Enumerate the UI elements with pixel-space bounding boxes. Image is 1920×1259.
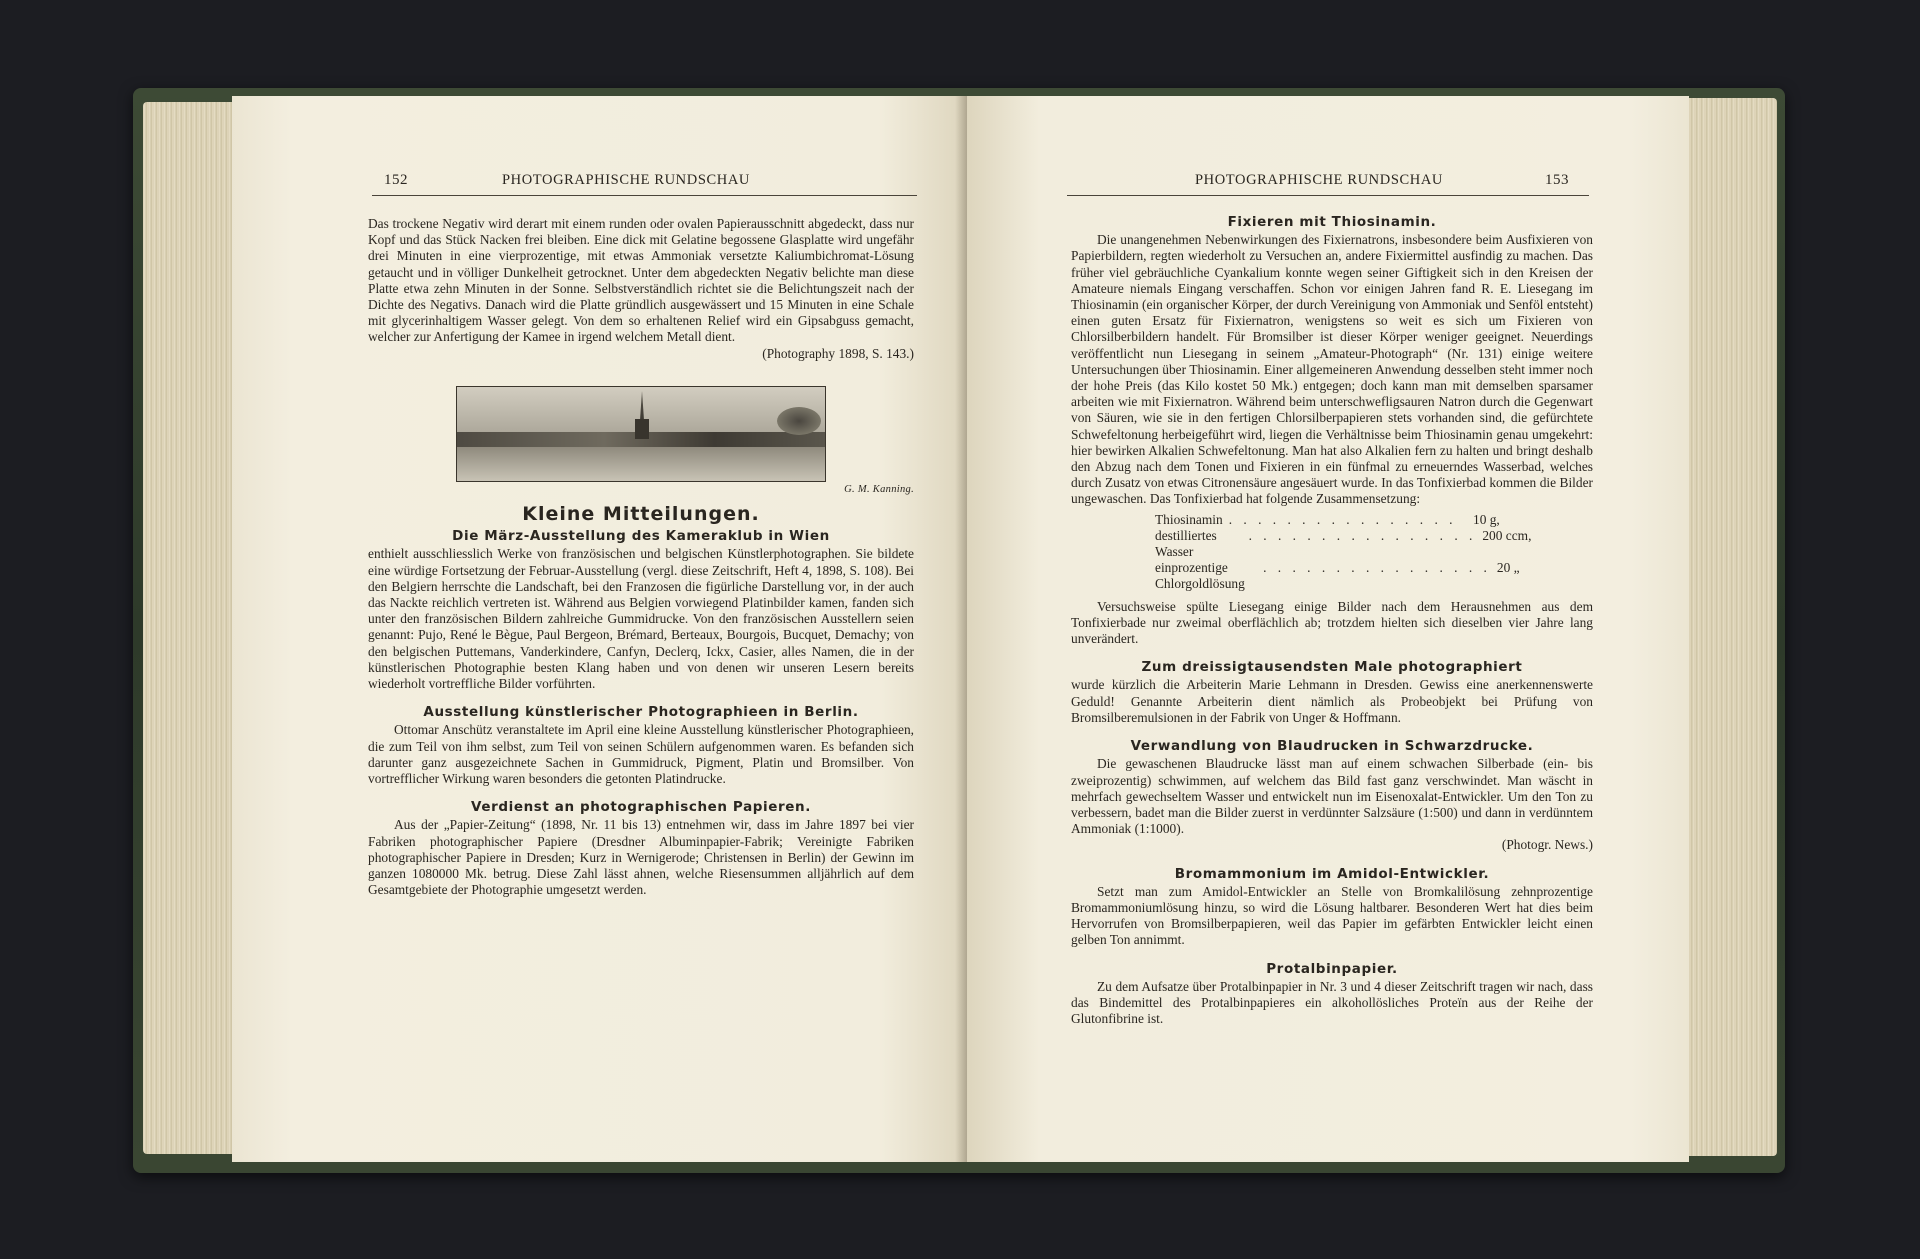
right-page [967,96,1689,1162]
intro-citation: (Photography 1898, S. 143.) [762,345,914,361]
recipe-row: destilliertes Wasser . . . . . . . . . . . . . . . . 200 ccm, [1155,527,1532,560]
right-column [1071,214,1593,1027]
section-body: Die gewaschenen Blaudrucke lässt man auf einem schwachen Silberbade (ein- bis zweiprozentig) schwimmen, auf welchem das Bild fast ganz verschwindet. Man wäscht in mehrfach gewechseltem Wasser und entwickelt nun im Eisenoxalat-Entwickler. Um den Ton zu verbessern, badet man die Bilder zuerst in verdünnter Salzsäure (1:500) und dann in verdünntem Ammoniak (1:1000). [1071,756,1593,837]
left-page-header [232,172,967,194]
recipe-row: einprozentige Chlorgoldlösung . . . . . . . . . . . . . . . . 20 „ [1155,560,1520,592]
section-heading: Ausstellung künstlerischer Photographieen in Berlin. [423,704,859,721]
photo-caption: G. M. Kanning. [844,483,914,495]
right-page-header [967,172,1689,194]
section-body: Zu dem Aufsatze über Protalbinpapier in Nr. 3 und 4 dieser Zeitschrift tragen wir nach, dass das Bindemittel des Protalbinpapieres ein alkohollösliches Proteïn aus der Reihe der Glutonfibrine ist. [1071,978,1593,1027]
section-heading: Zum dreissigtausendsten Male photographiert [1141,659,1523,676]
section-citation: (Photogr. News.) [1501,837,1593,853]
section-body: Setzt man zum Amidol-Entwickler an Stelle von Bromkalilösung zehnprozentige Bromammoniumlösung hinzu, so wird die Lösung haltbarer. Besonderen Wert hat dies beim Hervorrufen von Bromsilberpapieren, weil das Papier im gefärbten Entwickler leicht einen gelben Ton annimmt. [1071,883,1593,948]
section-heading: Verdienst an photographischen Papieren. [471,799,811,816]
left-page [232,96,967,1162]
section-heading: Verwandlung von Blaudrucken in Schwarzdrucke. [1130,738,1534,755]
running-head-right: PHOTOGRAPHISCHE RUNDSCHAU [1195,172,1443,188]
section-heading: Bromammonium im Amidol-Entwickler. [1174,865,1490,882]
section-body: wurde kürzlich die Arbeiterin Marie Lehmann in Dresden. Gewiss eine anerkennenswerte Geduld! Genannte Arbeiterin dient nämlich als Probeobjekt bei Prüfung von Bromsilberemulsionen in der Fabrik von Unger & Hoffmann. [1071,677,1593,725]
main-heading: Kleine Mitteilungen. [522,503,760,526]
section-body: Ottomar Anschütz veranstaltete im April eine kleine Ausstellung künstlerischer Photographieen, die zum Teil von ihm selbst, zum Teil von seinen Schülern aufgenommen waren. Es befanden sich darunter ganz ausgezeichnete Sachen in Gummidruck, Pigment, Platin und Bromsilber. Von vortrefflicher Wirkung waren besonders die getonten Platindrucke. [368,722,914,787]
intro-paragraph: Das trockene Negativ wird derart mit einem runden oder ovalen Papierausschnitt abgedeckt, dass nur Kopf und das Stück Nacken frei bleiben. Eine dick mit Gelatine begossene Glasplatte wird ungefähr drei Minuten in eine vierprozentige, mit etwas Ammoniak versetzte Kaliumbichromat-Lösung getaucht und in völliger Dunkelheit getrocknet. Unter dem abgedeckten Negativ belichte man diese Platte etwa zehn Minuten in der Sonne. Selbstverständlich richtet sie die Belichtungszeit nach der Dichte des Negativs. Danach wird die Platte gründlich ausgewässert und 15 Minuten in eine Schale mit glycerinhaltigem Wasser gelegt. Von dem so erhaltenen Relief wird ein Gipsabguss gemacht, welcher zur Anfertigung der Kamee in irgend welchem Metall dient. [368,216,914,345]
left-column [368,216,914,899]
page-edges-left [143,102,235,1154]
section-heading: Die März-Ausstellung des Kameraklub in Wien [452,528,830,545]
section-body: Aus der „Papier-Zeitung“ (1898, Nr. 11 bis 13) entnehmen wir, dass im Jahre 1897 bei vier Fabriken photographischer Papiere (Dresdner Albuminpapier-Fabrik; Vereinigte Fabriken photographischer Papiere in Dresden; Kurz in Wernigerode; Christensen in Berlin) der Gewinn im ganzen 1080000 Mk. betrug. Diese Zahl lässt ahnen, welche Riesensummen alljährlich auf dem Gesamtgebiete der Photographie umgesetzt werden. [368,817,914,898]
running-head-left: PHOTOGRAPHISCHE RUNDSCHAU [502,172,750,188]
section-body: Die unangenehmen Nebenwirkungen des Fixiernatrons, insbesondere beim Ausfixieren von Papierbildern, regten wiederholt zu Versuchen an, andere Fixiermittel ausfindig zu machen. Das früher viel gebräuchliche Cyankalium konnte wegen seiner Giftigkeit sich in den Kreisen der Amateure niemals Eingang verschaffen. Schon vor einigen Jahren fand R. E. Liesegang im Thiosinamin (ein organischer Körper, der durch Vereinigung von Ammoniak und Senföl entsteht) einen guten Ersatz für Fixiernatron, wenigstens so weit es sich um Fixieren von Chlorsilberbildern handelt. Für Bromsilber ist dieser Körper weniger geeignet. Neuerdings veröffentlicht nun Liesegang in seinem „Amateur-Photograph“ (Nr. 131) einige weitere Untersuchungen über Thiosinamin. Einer allgemeineren Anwendung desselben steht immer noch der hohe Preis (das Kilo kostet 50 Mk.) entgegen; doch kann man mit demselben sparsamer arbeiten wie mit Fixiernatron. Während beim unterschwefligsauren Natron durch die Gegenwart von Säuren, wie sie in den fertigen Chlorsilberpapieren stets vorhanden sind, die gefürchtete Schwefeltonung herbeigeführt wird, liegen die Verhältnisse beim Thiosinamin genau umgekehrt: hier bewirken Alkalien Schwefeltonung. Man hat also Alkalien fern zu halten und bringt deshalb den Abzug nach dem Tonen und Fixieren in ein fünfmal zu erneuerndes Wasserbad, welches durch Zusatz von etwas Citronensäure angesäuert wurde. In das Tonfixierbad kommen die Bilder ungewaschen. Das Tonfixierbad hat folgende Zusammensetzung: [1071,232,1593,507]
harbor-photograph [456,386,826,482]
section-heading: Fixieren mit Thiosinamin. [1227,214,1437,230]
page-number-left: 152 [384,172,408,188]
page-edges-right [1685,98,1777,1156]
section-heading: Protalbinpapier. [1266,960,1398,977]
recipe-row: Thiosinamin . . . . . . . . . . . . . . . . 10 g, [1155,511,1500,527]
recipe-table [1155,512,1535,593]
page-number-right: 153 [1545,172,1569,188]
section-body: Versuchsweise spülte Liesegang einige Bilder nach dem Herausnehmen aus dem Tonfixierbade nur zweimal oberflächlich ab; trotzdem hielten sich dieselben vier Jahre lang unverändert. [1071,598,1593,647]
section-body: enthielt ausschliesslich Werke von französischen und belgischen Künstlerphotographen. Sie bildete eine würdige Fortsetzung der Februar-Ausstellung (vergl. diese Zeitschrift, Heft 4, 1898, S. 108). Bei den Belgiern herrschte die Landschaft, bei den Franzosen die figürliche Darstellung vor, in der auch das Nackte reichlich vertreten ist. Während aus Belgien vorwiegend Platinbilder kamen, fanden sich unter den französischen Bildern zahlreiche Gummidrucke. Von den französischen Ausstellern seien genannt: Pujo, René le Bègue, Paul Bergeon, Brémard, Berteaux, Bourgois, Bucquet, Demachy; von den belgischen Puttemans, Vanderkindere, Canfyn, Declerq, Ickx, Casier, alles Namen, die in der künstlerischen Photographie besten Klang haben und von denen wir unseren Lesern bereits wiederholt vortreffliche Bilder vorführten. [368,546,914,692]
